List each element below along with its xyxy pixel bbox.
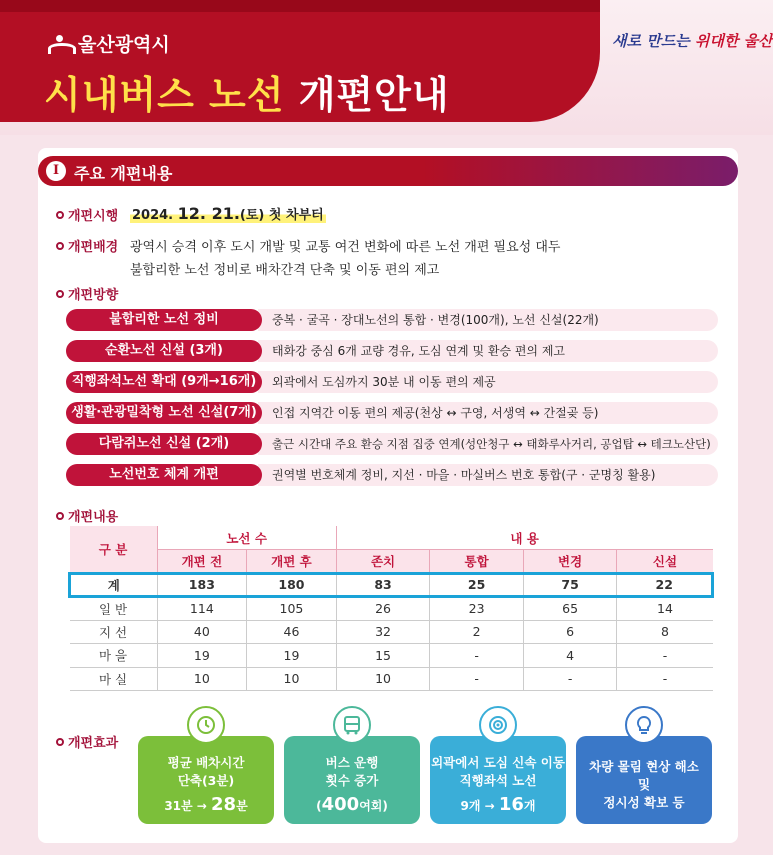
table-row [70,667,713,691]
table-cell: - [617,667,713,691]
col-header: 개편 전 [157,550,247,574]
effect-value-number: 28 [211,794,237,815]
table-cell: 65 [523,597,617,621]
city-logo-icon [46,33,72,55]
table-cell: 15 [336,644,430,668]
direction-desc: 중복 · 굴곡 · 장대노선의 통합 · 변경(100개), 노선 신설(22개) [258,309,718,331]
row-name: 지 선 [70,620,158,644]
bullet-circle-icon [56,512,64,520]
table-cell: 75 [523,573,617,597]
direction-desc: 출근 시간대 주요 환승 지점 집중 연계(성안청구 ↔ 태화루사거리, 공업탑 ↔ 테크노산단) [258,433,718,455]
table-cell: - [617,644,713,668]
background-label-text: 개편배경 [68,240,119,255]
col-header: 존치 [336,550,430,574]
bus-icon [333,706,371,744]
table-cell: 10 [336,667,430,691]
bullet-circle-icon [56,242,64,250]
col-header: 통합 [430,550,524,574]
direction-desc: 외곽에서 도심까지 30분 내 이동 편의 제공 [258,371,718,393]
table-cell: - [430,667,524,691]
effect-text [576,758,712,812]
effect-value [284,794,420,815]
effect-value-suffix: 개 [523,799,536,813]
table-cell: 25 [430,573,524,597]
effect-line-1: 외곽에서 도심 신속 이동 [431,755,565,770]
effect-value-number: 16 [498,794,524,815]
effects-label [56,732,118,751]
table-cell: 22 [617,573,713,597]
section-header [38,156,738,186]
col-header: 신설 [617,550,713,574]
title-sub: 개편안내 [298,73,450,117]
header-banner [0,0,600,122]
city-logo [46,30,170,57]
effect-line-1: 평균 배차시간 [167,755,245,770]
date-suffix: (토) 첫 차부터 [239,208,324,223]
direction-desc: 인접 지역간 이동 편의 제공(천상 ↔ 구영, 서생역 ↔ 간절곶 등) [258,402,718,424]
direction-desc: 권역별 번호체계 정비, 지선 · 마을 · 마실버스 번호 통합(구 · 군명칭 활용) [258,464,718,486]
table-cell: 19 [247,644,337,668]
schedule-date [130,204,326,223]
direction-item [66,402,718,424]
direction-pill: 노선번호 체계 개편 [66,464,262,486]
effect-text [138,754,274,790]
content-label [56,506,118,525]
banner-stripe [0,0,600,12]
direction-item [66,309,718,331]
table-cell: 23 [430,597,524,621]
col-header: 개편 후 [247,550,337,574]
target-icon [479,706,517,744]
schedule-label-text: 개편시행 [68,209,119,224]
table-cell: - [430,644,524,668]
direction-pill: 불합리한 노선 정비 [66,309,262,331]
direction-pill: 순환노선 신설 (3개) [66,340,262,362]
background-label [56,236,118,255]
effect-value [430,794,566,815]
table-cell: 32 [336,620,430,644]
background-line-2: 불합리한 노선 정비로 배차간격 단축 및 이동 편의 제고 [130,263,440,278]
table-cell: 180 [247,573,337,597]
table-cell: 46 [247,620,337,644]
effect-text [430,754,566,790]
direction-label [56,284,118,303]
effect-value [138,794,274,815]
table-cell: 14 [617,597,713,621]
table-cell: 6 [523,620,617,644]
table-cell: 26 [336,597,430,621]
table-cell: 4 [523,644,617,668]
header [0,0,773,135]
table-cell: 8 [617,620,713,644]
effect-line-2: 횟수 증가 [325,773,379,788]
effect-value-suffix: 분 [236,799,248,813]
table-cell: 105 [247,597,337,621]
effect-value-prefix: 9개 → [460,799,499,813]
clock-icon [187,706,225,744]
page-title [44,64,450,119]
effect-line-3: 정시성 확보 등 [603,795,685,810]
slogan-part-2: 위대한 울산 [694,32,773,50]
effects-label-text: 개편효과 [68,736,119,751]
table-cell: 83 [336,573,430,597]
effect-line-2: 직행좌석 노선 [459,773,537,788]
city-name: 울산광역시 [78,34,170,56]
direction-item [66,433,718,455]
table-cell: 2 [430,620,524,644]
table-cell: 40 [157,620,247,644]
effect-card-interval [138,736,274,824]
row-name: 계 [70,573,158,597]
bullet-circle-icon [56,211,64,219]
direction-pill: 생활·관광밀착형 노선 신설(7개) [66,402,262,424]
col-header-detail: 내 용 [336,526,712,550]
content-card [38,148,738,843]
effect-text [284,754,420,790]
row-name: 마 을 [70,644,158,668]
table-cell: 114 [157,597,247,621]
row-name: 일 반 [70,597,158,621]
section-title: 주요 개편내용 [74,164,173,183]
col-header-routes: 노선 수 [157,526,336,550]
direction-desc: 태화강 중심 6개 교량 경유, 도심 연계 및 환승 편의 제고 [258,340,718,362]
effect-value-suffix: 여회) [359,799,388,813]
bullet-circle-icon [56,738,64,746]
section-number: I [46,161,66,181]
background-line-1: 광역시 승격 이후 도시 개발 및 교통 여건 변화에 따른 노선 개편 필요성 대두 [130,240,561,255]
col-header: 변경 [523,550,617,574]
table-cell: 183 [157,573,247,597]
table-row-total [70,573,713,597]
table-row [70,644,713,668]
row-name: 마 실 [70,667,158,691]
title-main: 시내버스 노선 [44,73,285,117]
table-cell: 10 [247,667,337,691]
direction-label-text: 개편방향 [68,288,119,303]
table-row [70,597,713,621]
table-cell: 19 [157,644,247,668]
route-table [68,526,714,691]
table-row [70,620,713,644]
direction-item [66,340,718,362]
table-cell: 10 [157,667,247,691]
effect-line-1: 버스 운행 [325,755,379,770]
effect-card-express [430,736,566,824]
bullet-circle-icon [56,290,64,298]
effect-line-2: 및 [637,777,651,792]
direction-pill: 직행좌석노선 확대 (9개→16개) [66,371,262,393]
direction-pill: 다람쥐노선 신설 (2개) [66,433,262,455]
effect-card-frequency [284,736,420,824]
direction-item [66,371,718,393]
effect-card-punctuality [576,736,712,824]
slogan-part-1: 새로 만드는 [612,32,690,50]
city-slogan [612,30,773,51]
content-label-text: 개편내용 [68,510,119,525]
effect-line-2: 단축(3분) [177,773,235,788]
date-day: 12. 21. [177,204,240,223]
direction-item [66,464,718,486]
effect-value-number: 400 [321,794,360,815]
schedule-label [56,205,118,224]
effect-line-1: 차량 몰림 현상 해소 [589,759,699,774]
col-header-gubun: 구 분 [70,526,158,573]
effect-value-prefix: 31분 → [164,799,212,813]
effect-value-prefix: ( [316,799,322,813]
table-cell: - [523,667,617,691]
lightbulb-icon [625,706,663,744]
date-year: 2024. [132,208,174,223]
